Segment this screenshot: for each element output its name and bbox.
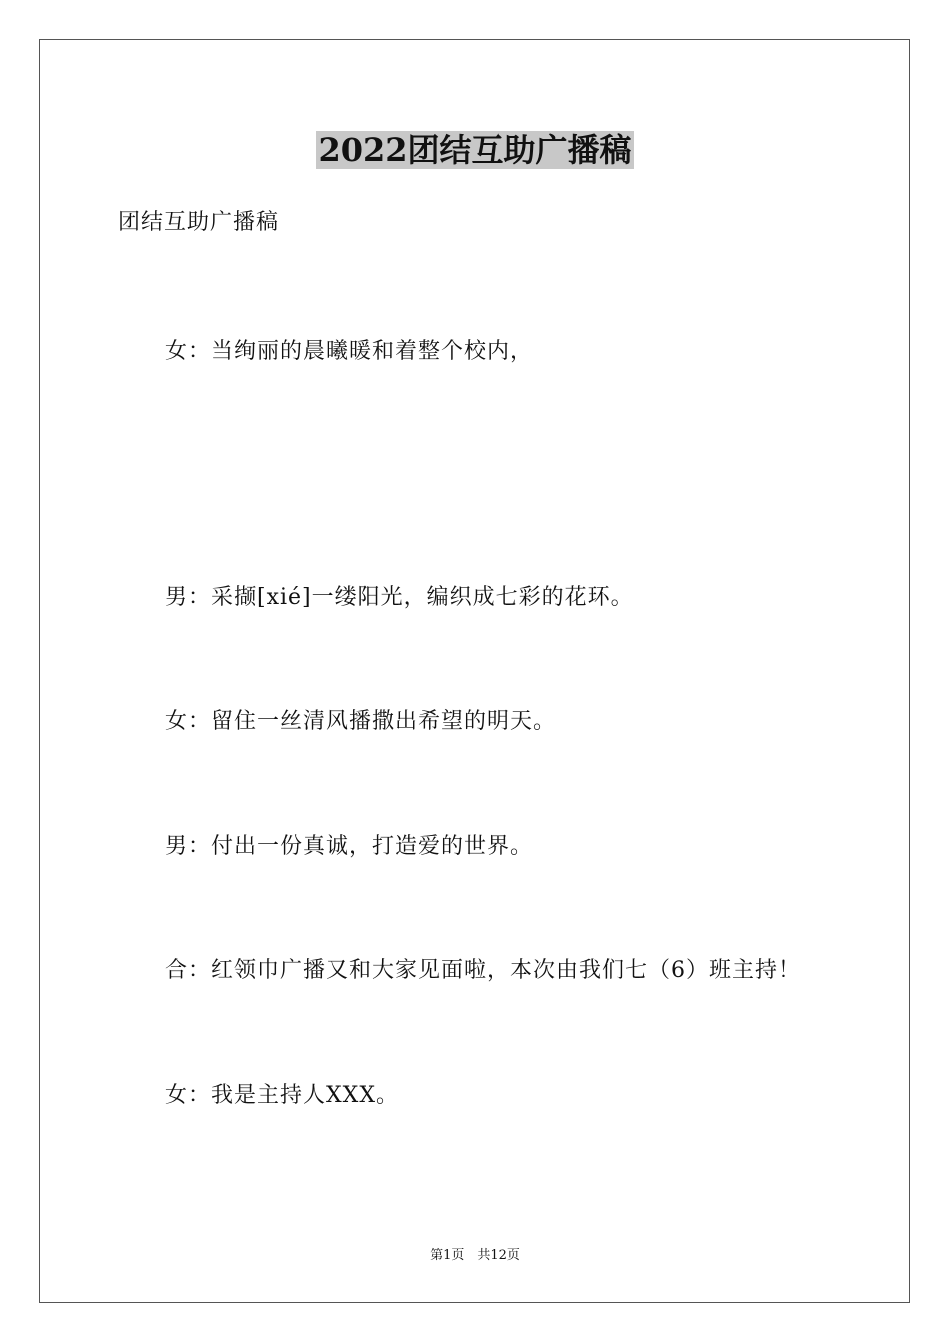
document-subtitle: 团结互助广播稿 [118,210,280,235]
script-line-1: 女：当绚丽的晨曦暖和着整个校内， [165,339,534,364]
script-line-4: 男：付出一份真诚，打造爱的世界。 [165,834,534,859]
document-title [0,128,950,172]
page-footer: 第1页 共12页 [430,1248,520,1263]
script-line-3: 女：留住一丝清风播撒出希望的明天。 [165,709,557,734]
script-line-5: 合：红领巾广播又和大家见面啦，本次由我们七（6）班主持！ [165,958,801,983]
document-title-text: 2022团结互助广播稿 [318,131,632,169]
script-line-2: 男：采撷[xié]一缕阳光，编织成七彩的花环。 [165,585,634,610]
script-line-6: 女：我是主持人XXX。 [165,1083,399,1108]
